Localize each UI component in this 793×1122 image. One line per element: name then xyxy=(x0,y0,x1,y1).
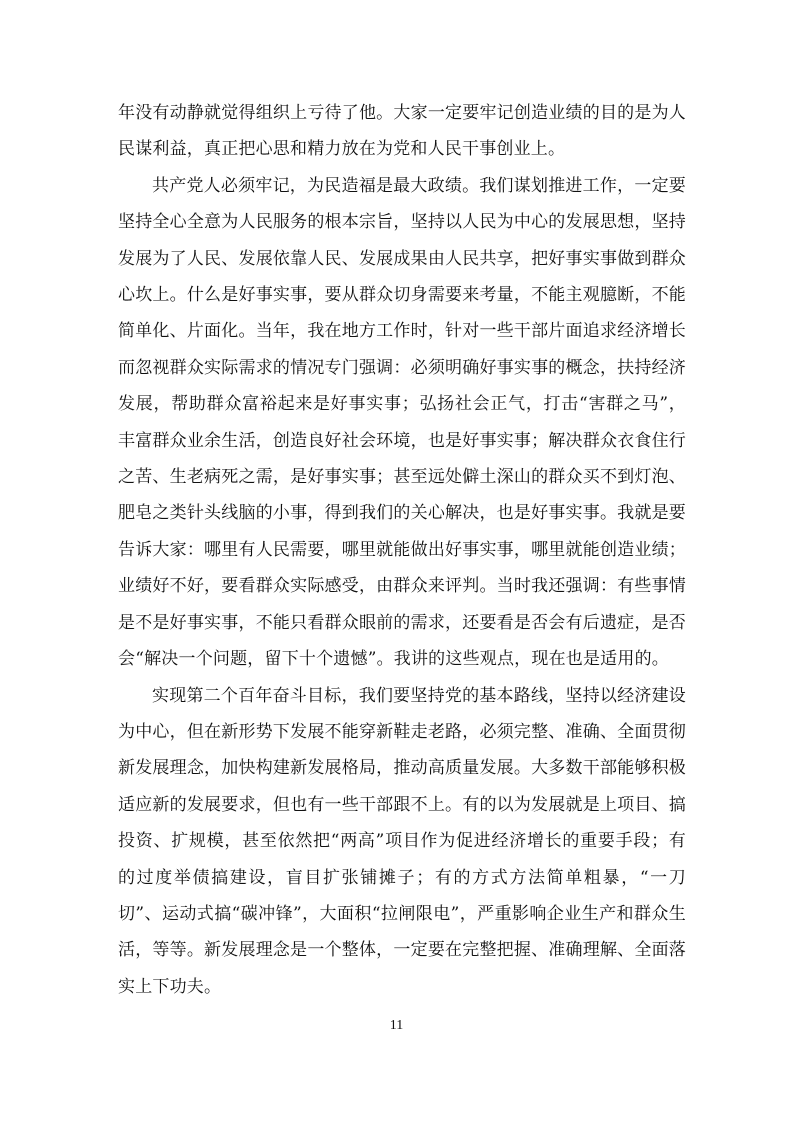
paragraph-new-development: 实现第二个百年奋斗目标，我们要坚持党的基本路线，坚持以经济建设为中心，但在新形势下发展不能穿新鞋走老路，必须完整、准确、全面贯彻新发展理念，加快构建新发展格局，推动高质量发展。大多数干部能够积极适应新的发展要求，但也有一些干部跟不上。有的以为发展就是上项目、搞投资、扩规模，甚至依然把“两高”项目作为促进经济增长的重要手段；有的过度举债搞建设，盲目扩张铺摊子；有的方式方法简单粗暴，“一刀切”、运动式搞“碳冲锋”，大面积“拉闸限电”，严重影响企业生产和群众生活，等等。新发展理念是一个整体，一定要在完整把握、准确理解、全面落实上下功夫。 xyxy=(118,685,686,997)
paragraph-people-benefit: 共产党人必须牢记，为民造福是最大政绩。我们谋划推进工作，一定要坚持全心全意为人民服务的根本宗旨，坚持以人民为中心的发展思想，坚持发展为了人民、发展依靠人民、发展成果由人民共享，把好事实事做到群众心坎上。什么是好事实事，要从群众切身需要来考量，不能主观臆断，不能简单化、片面化。当年，我在地方工作时，针对一些干部片面追求经济增长而忽视群众实际需求的情况专门强调：必须明确好事实事的概念，扶持经济发展，帮助群众富裕起来是好事实事；弘扬社会正气，打击“害群之马”，丰富群众业余生活，创造良好社会环境，也是好事实事；解决群众衣食住行之苦、生老病死之需，是好事实事；甚至远处僻土深山的群众买不到灯泡、肥皂之类针头线脑的小事，得到我们的关心解决，也是好事实事。我就是要告诉大家：哪里有人民需要，哪里就能做出好事实事，哪里就能创造业绩；业绩好不好，要看群众实际感受，由群众来评判。当时我还强调：有些事情是不是好事实事，不能只看群众眼前的需求，还要看是否会有后遗症，是否会“解决一个问题，留下十个遗憾”。我讲的这些观点，现在也是适用的。 xyxy=(118,175,686,670)
page-number: 11 xyxy=(389,1018,404,1033)
paragraph-continuation: 年没有动静就觉得组织上亏待了他。大家一定要牢记创造业绩的目的是为人民谋利益，真正把心思和精力放在为党和人民干事创业上。 xyxy=(118,103,686,160)
body-text xyxy=(118,95,686,1005)
